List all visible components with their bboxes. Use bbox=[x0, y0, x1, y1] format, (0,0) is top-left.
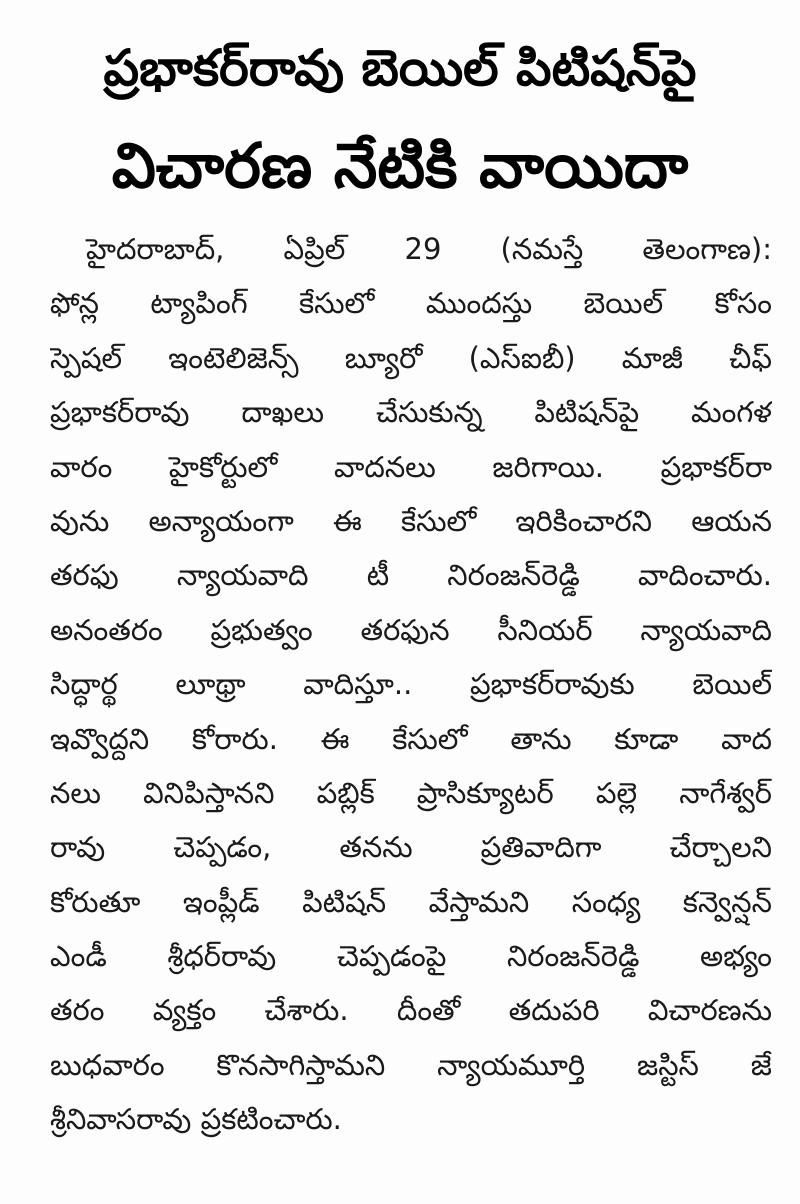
body-line: ఫోన్ల ట్యాపింగ్‌ కేసులో ముందస్తు బెయిల్‌ కోసం bbox=[50, 286, 772, 321]
article-body bbox=[50, 222, 772, 1147]
body-line: సిద్ధార్థ లూథ్రా వాదిస్తూ.. ప్రభాకర్‌రావుకు బెయిల్‌ bbox=[50, 667, 772, 702]
body-line: వును అన్యాయంగా ఈ కేసులో ఇరికించారని ఆయన bbox=[50, 503, 772, 538]
body-line: కోరుతూ ఇంప్లీడ్‌ పిటిషన్‌ వేస్తామని సంధ్య కన్వెన్షన్‌ bbox=[50, 884, 772, 919]
body-line: నలు వినిపిస్తానని పబ్లిక్‌ ప్రాసిక్యూటర్‌ పల్లె నాగేశ్వర్‌ bbox=[50, 775, 772, 810]
body-line: తరం వ్యక్తం చేశారు. దీంతో తదుపరి విచారణను bbox=[50, 993, 772, 1028]
headline-line-2: విచారణ నేటికి వాయిదా bbox=[111, 129, 689, 202]
body-line: ప్రభాకర్‌రావు దాఖలు చేసుకున్న పిటిషన్‌పై మంగళ bbox=[50, 395, 772, 430]
body-line: స్పెషల్‌ ఇంటెలిజెన్స్‌ బ్యూరో (ఎస్‌ఐబీ) మాజీ చీఫ్‌ bbox=[50, 340, 772, 375]
body-line: ఎండీ శ్రీధర్‌రావు చెప్పడంపై నిరంజన్‌రెడ్డి అభ్యం bbox=[50, 939, 772, 974]
body-line: వారం హైకోర్టులో వాదనలు జరిగాయి. ప్రభాకర్‌రా bbox=[50, 449, 772, 484]
body-line: అనంతరం ప్రభుత్వం తరఫున సీనియర్‌ న్యాయవాది bbox=[50, 612, 772, 647]
body-line-last: శ్రీనివాసరావు ప్రకటించారు. bbox=[50, 1102, 342, 1137]
body-line: హైదరాబాద్‌, ఏప్రిల్‌ 29 (నమస్తే తెలంగాణ): bbox=[86, 232, 772, 266]
body-line: తరఫు న్యాయవాది టీ నిరంజన్‌రెడ్డి వాదించారు. bbox=[50, 558, 772, 593]
body-line: రావు చెప్పడం, తనను ప్రతివాదిగా చేర్చాలని bbox=[50, 830, 772, 865]
body-line: ఇవ్వొద్దని కోరారు. ఈ కేసులో తాను కూడా వాద bbox=[50, 721, 772, 756]
headline-line-1: ప్రభాకర్‌రావు బెయిల్‌ పిటిషన్‌పై bbox=[103, 39, 697, 97]
body-line: బుధవారం కొనసాగిస్తామని న్యాయమూర్తి జస్టిస్‌ జే bbox=[50, 1047, 772, 1082]
